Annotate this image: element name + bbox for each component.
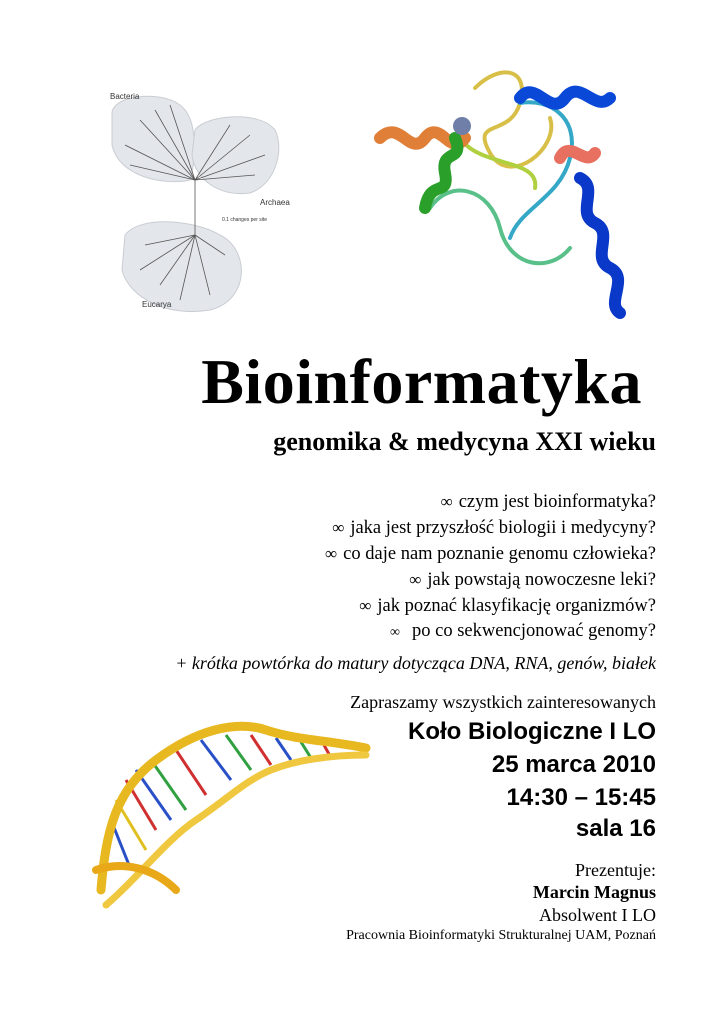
presents-label: Prezentuje: (575, 860, 656, 880)
question-item: ∞ jaka jest przyszłość biologii i medycyny? (332, 518, 656, 538)
infinity-bullet-icon: ∞ (409, 570, 422, 589)
organizer-name: Koło Biologiczne I LO (408, 718, 656, 745)
poster-title: Bioinformatyka (201, 346, 642, 417)
tree-scale-label: 0.1 changes per site (222, 217, 268, 223)
question-item: ∞ czym jest bioinformatyka? (440, 492, 656, 512)
question-item: ∞ co daje nam poznanie genomu człowieka? (325, 544, 656, 564)
infinity-bullet-icon: ∞ (440, 492, 453, 511)
dna-helix-image (96, 720, 386, 910)
event-date: 25 marca 2010 (491, 751, 656, 778)
tree-label-eucarya: Eucarya (142, 300, 172, 309)
tree-label-bacteria: Bacteria (110, 92, 140, 101)
presenter-role: Absolwent I LO (539, 905, 656, 925)
poster-subtitle: genomika & medycyna XXI wieku (273, 427, 656, 456)
invitation-text: Zapraszamy wszystkich zainteresowanych (350, 692, 656, 712)
event-time: 14:30 – 15:45 (506, 784, 656, 811)
presenter-affiliation: Pracownia Bioinformatyki Strukturalnej UAM, Poznań (346, 928, 656, 943)
question-item: ∞ jak poznać klasyfikację organizmów? (359, 596, 656, 616)
questions-list (96, 489, 656, 645)
protein-structure-image (370, 58, 655, 320)
infinity-bullet-icon: ∞ (325, 544, 338, 563)
tree-label-archaea: Archaea (260, 198, 290, 207)
infinity-bullet-icon: ∞ (359, 596, 372, 615)
question-item: ∞ po co sekwencjonować genomy? (390, 621, 656, 641)
infinity-bullet-icon: ∞ (390, 625, 400, 640)
infinity-bullet-icon: ∞ (332, 518, 345, 537)
presenter-name: Marcin Magnus (532, 882, 656, 902)
review-note: + krótka powtórka do matury dotycząca DNA, RNA, genów, białek (175, 653, 656, 673)
phylogenetic-tree-image (100, 85, 290, 317)
question-item: ∞ jak powstają nowoczesne leki? (409, 570, 656, 590)
event-room: sala 16 (575, 815, 656, 842)
